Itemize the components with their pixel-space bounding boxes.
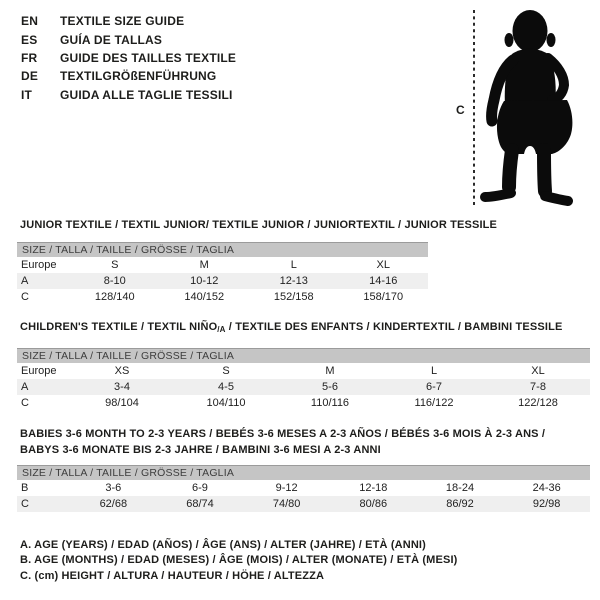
table-cell: 9-12 [275, 482, 298, 494]
language-row-en [21, 12, 236, 30]
table-cell: XL [376, 259, 390, 271]
language-row-fr [21, 49, 236, 67]
section-title-children [20, 319, 562, 338]
language-title: TEXTILE SIZE GUIDE [60, 14, 185, 29]
table-row-age-months [17, 480, 590, 496]
language-code: EN [21, 14, 39, 29]
language-code: IT [21, 87, 33, 102]
row-label: A [21, 381, 29, 393]
table-cell: 104/110 [206, 397, 246, 409]
row-label: B [21, 482, 29, 494]
table-row-europe [17, 363, 590, 379]
table-cell: 122/128 [518, 397, 558, 409]
table-cell: M [199, 259, 209, 271]
section-title-text: / TEXTILE DES ENFANTS / KINDERTEXTIL / BAMBINI TESSILE [225, 321, 563, 333]
table-cell: L [290, 259, 297, 271]
table-cell: 158/170 [363, 291, 404, 303]
table-row-height [17, 395, 590, 411]
table-rows [17, 480, 590, 512]
table-cell: 12-13 [279, 275, 308, 287]
table-cell: 24-36 [532, 482, 561, 494]
row-label: C [21, 291, 29, 303]
language-title: GUÍA DE TALLAS [60, 32, 163, 47]
table-cell: 5-6 [322, 381, 338, 393]
toddler-silhouette-icon [485, 10, 572, 201]
table-row-height [17, 289, 428, 305]
footnote-legend [20, 538, 458, 584]
section-title-line2: BABYS 3-6 MONATE BIS 2-3 JAHRE / BAMBINI 3-6 MESI A 2-3 ANNI [20, 444, 381, 456]
table-cell: 80/86 [359, 498, 388, 510]
table-header-bar: SIZE / TALLA / TAILLE / GRÖSSE / TAGLIA [17, 348, 590, 363]
section-title-text: CHILDREN'S TEXTILE / TEXTIL NIÑO [20, 321, 218, 333]
table-row-europe [17, 257, 428, 273]
junior-size-table [17, 242, 428, 305]
table-cell: 10-12 [190, 275, 219, 287]
section-title-line1: BABIES 3-6 MONTH TO 2-3 YEARS / BEBÉS 3-6 MESES A 2-3 AÑOS / BÉBÉS 3-6 MOIS À 2-3 ANS / [20, 428, 546, 440]
language-title: GUIDE DES TAILLES TEXTILE [60, 50, 237, 65]
table-cell: S [222, 365, 230, 377]
table-cell: 18-24 [445, 482, 475, 494]
table-cell: 86/92 [446, 498, 474, 510]
footnote-age-years: A. AGE (YEARS) / EDAD (AÑOS) / ÂGE (ANS) / ALTER (JAHRE) / ETÀ (ANNI) [20, 539, 426, 551]
table-cell: 110/116 [310, 397, 350, 409]
table-cell: M [325, 365, 335, 377]
babies-size-table [17, 465, 590, 512]
language-title: TEXTILGRÖßENFÜHRUNG [60, 69, 217, 84]
row-label: Europe [21, 259, 57, 271]
section-title-junior: JUNIOR TEXTILE / TEXTIL JUNIOR/ TEXTILE JUNIOR / JUNIORTEXTIL / JUNIOR TESSILE [20, 219, 498, 231]
language-list [21, 12, 236, 104]
height-measure-label: C [456, 103, 465, 117]
table-cell: S [111, 259, 119, 271]
row-label: Europe [21, 365, 57, 377]
table-header-bar: SIZE / TALLA / TAILLE / GRÖSSE / TAGLIA [17, 242, 428, 257]
baby-silhouette-figure [450, 4, 585, 210]
table-row-height [17, 496, 590, 512]
row-label: C [21, 397, 29, 409]
table-row-age [17, 273, 428, 289]
language-row-de [21, 67, 236, 85]
table-cell: XL [531, 365, 545, 377]
row-label: C [21, 498, 29, 510]
table-cell: 6-7 [426, 381, 442, 393]
table-cell: 140/152 [184, 291, 225, 303]
table-cell: 14-16 [369, 275, 398, 287]
table-header-bar: SIZE / TALLA / TAILLE / GRÖSSE / TAGLIA [17, 465, 590, 480]
table-cell: XS [114, 365, 130, 377]
table-rows [17, 257, 428, 305]
table-cell: 3-6 [105, 482, 122, 494]
footnote-height: C. (cm) HEIGHT / ALTURA / HAUTEUR / HÖHE / ALTEZZA [20, 569, 325, 582]
section-title-subscript: /A [217, 325, 226, 334]
table-cell: 62/68 [99, 498, 128, 510]
table-cell: 152/158 [273, 291, 314, 303]
table-cell: 116/122 [414, 397, 454, 409]
language-row-es [21, 30, 236, 48]
row-label: A [21, 275, 29, 287]
table-row-age [17, 379, 590, 395]
children-size-table [17, 348, 590, 411]
table-cell: 74/80 [272, 498, 301, 510]
table-rows [17, 363, 590, 411]
language-title: GUIDA ALLE TAGLIE TESSILI [60, 87, 233, 102]
table-cell: 3-4 [114, 381, 130, 393]
table-cell: 8-10 [103, 275, 126, 287]
table-cell: 68/74 [186, 498, 214, 510]
table-cell: 4-5 [218, 381, 234, 393]
language-row-it [21, 86, 236, 104]
table-cell: 12-18 [359, 482, 388, 494]
footnote-age-months: B. AGE (MONTHS) / EDAD (MESES) / ÂGE (MOIS) / ALTER (MONATE) / ETÀ (MESI) [20, 554, 458, 567]
language-code: DE [21, 69, 39, 84]
language-code: ES [21, 32, 38, 47]
table-cell: 92/98 [532, 498, 561, 510]
section-title-babies [20, 426, 545, 458]
table-cell: 7-8 [530, 381, 546, 393]
table-cell: L [430, 365, 438, 377]
table-cell: 98/104 [105, 397, 139, 409]
table-cell: 128/140 [94, 291, 135, 303]
language-code: FR [21, 50, 38, 65]
table-cell: 6-9 [192, 482, 208, 494]
